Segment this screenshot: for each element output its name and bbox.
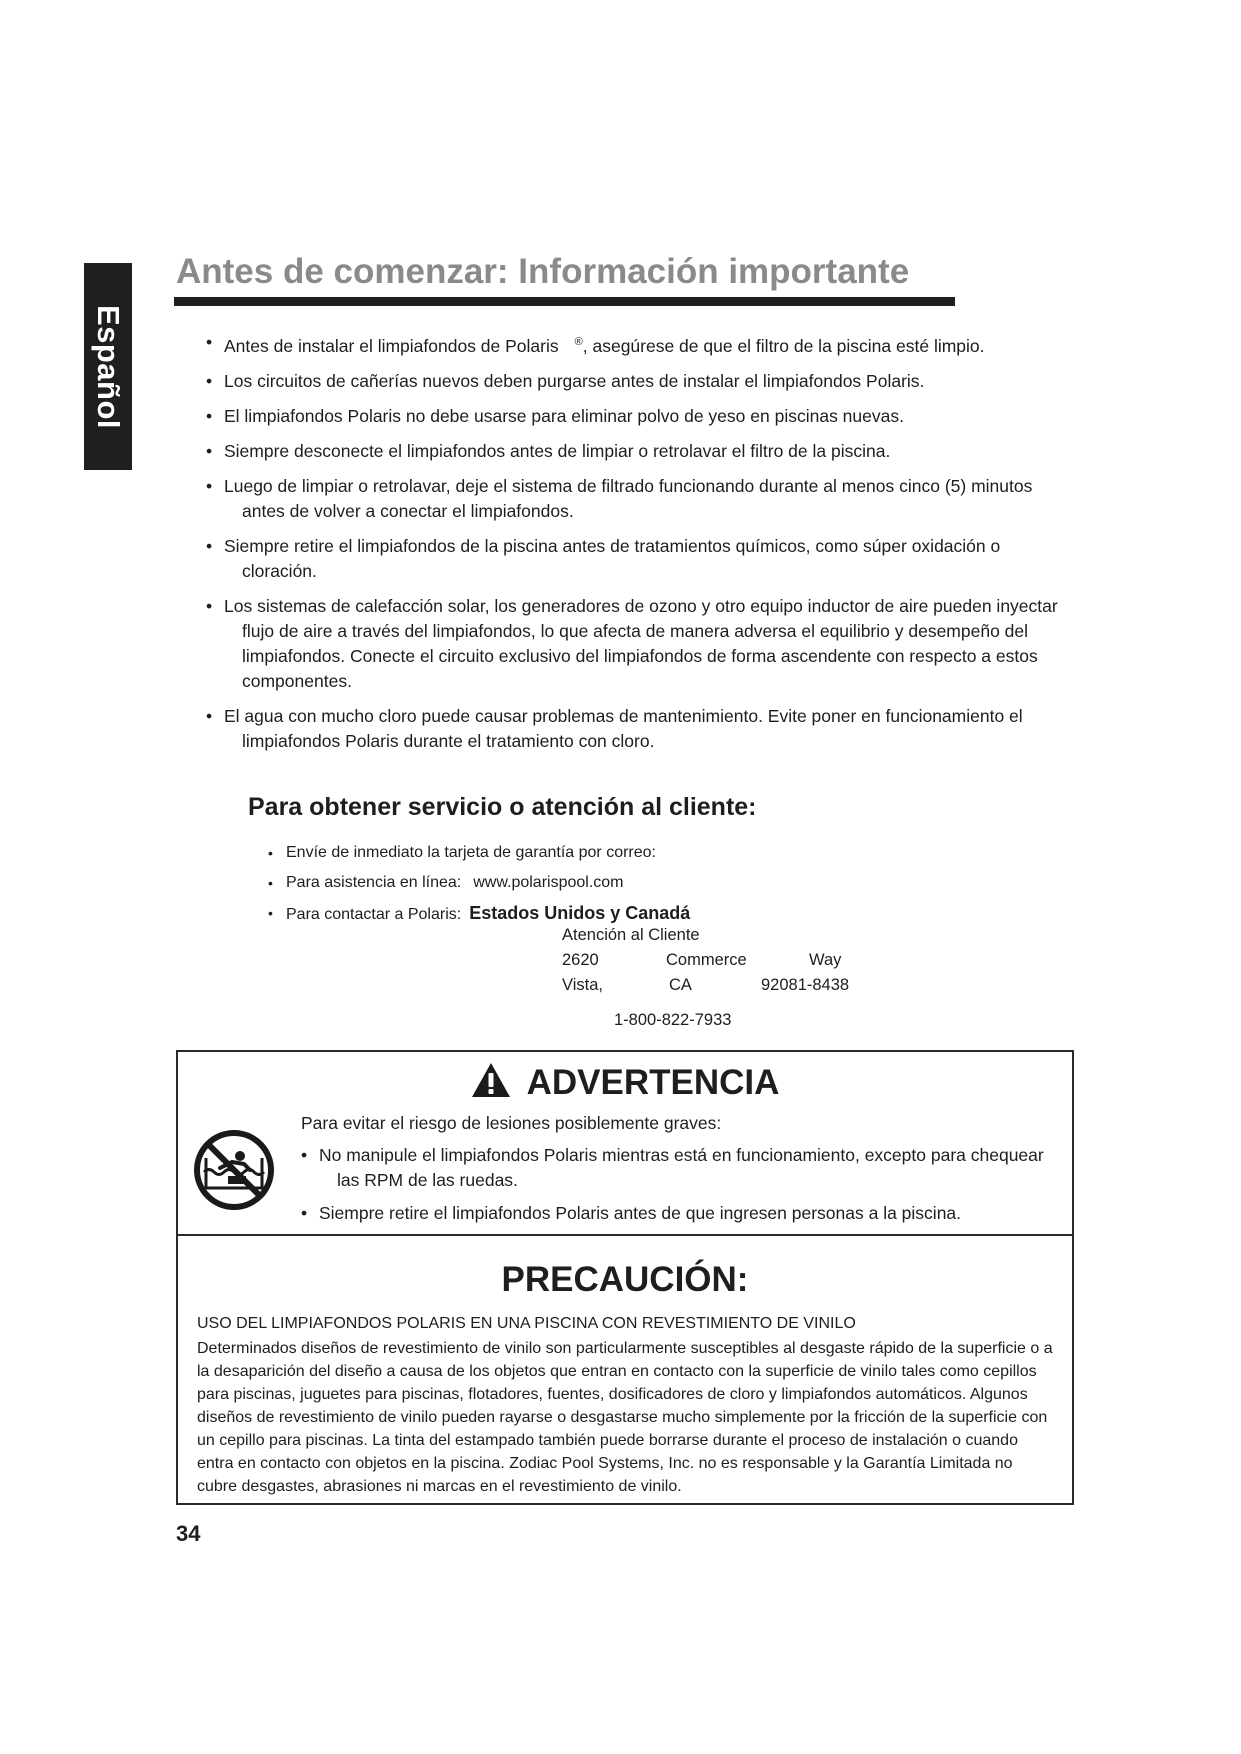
language-side-tab — [84, 263, 132, 470]
warning-box — [176, 1050, 1074, 1236]
important-info-list — [206, 330, 1066, 764]
warning-list — [301, 1143, 1061, 1234]
list-item: • El limpiafondos Polaris no debe usarse para eliminar polvo de yeso en piscinas nuevas. — [206, 404, 1066, 429]
website-link[interactable]: www.polarispool.com — [473, 874, 624, 891]
list-item: • Luego de limpiar o retrolavar, deje el sistema de filtrado funcionando durante al menos cinco (5) minutos antes de volver a conectar el limpiafondos. — [206, 474, 1066, 524]
list-item: • Para asistencia en línea: www.polarispool.com — [268, 868, 968, 898]
address-street-row: 2620 Commerce Way — [562, 951, 842, 969]
phone-number: 1-800-822-7933 — [614, 1011, 732, 1029]
caution-box — [176, 1234, 1074, 1505]
list-item: • Siempre desconecte el limpiafondos antes de limpiar o retrolavar el filtro de la piscina. — [206, 439, 1066, 464]
mailing-address: Atención al Cliente 2620 Commerce Way Vista, CA 92081-8438 — [562, 923, 852, 998]
warning-intro: Para evitar el riesgo de lesiones posiblemente graves: — [301, 1113, 722, 1133]
address-city-row: Vista, CA 92081-8438 — [562, 976, 850, 994]
list-item: • Antes de instalar el limpiafondos de Polaris ®, asegúrese de que el filtro de la piscina esté limpio. — [206, 330, 1066, 359]
service-list — [268, 838, 968, 930]
list-item: • Siempre retire el limpiafondos Polaris antes de que ingresen personas a la piscina. — [301, 1201, 1061, 1226]
list-item: • Envíe de inmediato la tarjeta de garantía por correo: — [268, 838, 968, 868]
list-item: • Siempre retire el limpiafondos de la piscina antes de tratamientos químicos, como súper oxidación o cloración. — [206, 534, 1066, 584]
list-item: • Los sistemas de calefacción solar, los generadores de ozono y otro equipo inductor de aire pueden inyectar flujo de aire a través del limpiafondos, lo que afecta de manera adversa el equilibrio y desempeño del limpiafondos. Conecte el circuito exclusivo del limpiafondos de forma ascendente con respecto a estos componentes. — [206, 594, 1066, 694]
caution-body: Determinados diseños de revestimiento de vinilo son particularmente susceptibles al desgaste rápido de la superficie o a la desaparición del diseño a causa de los objetos que entran en contacto con la superficie de vinilo tales como cepillos para piscinas, juguetes para piscinas, flotadores, fuentes, dosificadores de cloro y limpiafondos automáticos. Algunos diseños de revestimiento de vinilo pueden rayarse o desgastarse mucho simplemente por la fricción de la superficie con un cepillo para piscinas. La tinta del estampado también puede borrarse durante el proceso de instalación o cuando entra en contacto con objetos en la piscina. Zodiac Pool Systems, Inc. no es responsable y la Garantía Limitada no cubre desgastes, abrasiones ni marcas en el revestimiento de vinilo. — [197, 1340, 1053, 1495]
no-swimming-icon — [192, 1128, 276, 1212]
caution-heading: USO DEL LIMPIAFONDOS POLARIS EN UNA PISCINA CON REVESTIMIENTO DE VINILO — [197, 1315, 856, 1332]
page-number: 34 — [176, 1521, 201, 1546]
page-title: Antes de comenzar: Información importante — [176, 252, 910, 291]
title-underline — [174, 297, 955, 306]
service-heading: Para obtener servicio o atención al cliente: — [248, 793, 757, 821]
list-item: • Los circuitos de cañerías nuevos deben purgarse antes de instalar el limpiafondos Polaris. — [206, 369, 1066, 394]
registered-mark: ® — [574, 336, 583, 348]
warning-triangle-icon — [471, 1062, 511, 1098]
list-item: • Para contactar a Polaris: Estados Unidos y Canadá — [268, 898, 968, 930]
language-label: Español — [91, 304, 126, 429]
warning-title: ADVERTENCIA — [178, 1062, 1072, 1103]
contact-region: Estados Unidos y Canadá — [469, 903, 691, 923]
list-item: • El agua con mucho cloro puede causar problemas de mantenimiento. Evite poner en funcionamiento el limpiafondos Polaris durante el tratamiento con cloro. — [206, 704, 1066, 754]
caution-title: PRECAUCIÓN: — [501, 1260, 749, 1299]
list-item: • No manipule el limpiafondos Polaris mientras está en funcionamiento, excepto para chequear las RPM de las ruedas. — [301, 1143, 1061, 1193]
